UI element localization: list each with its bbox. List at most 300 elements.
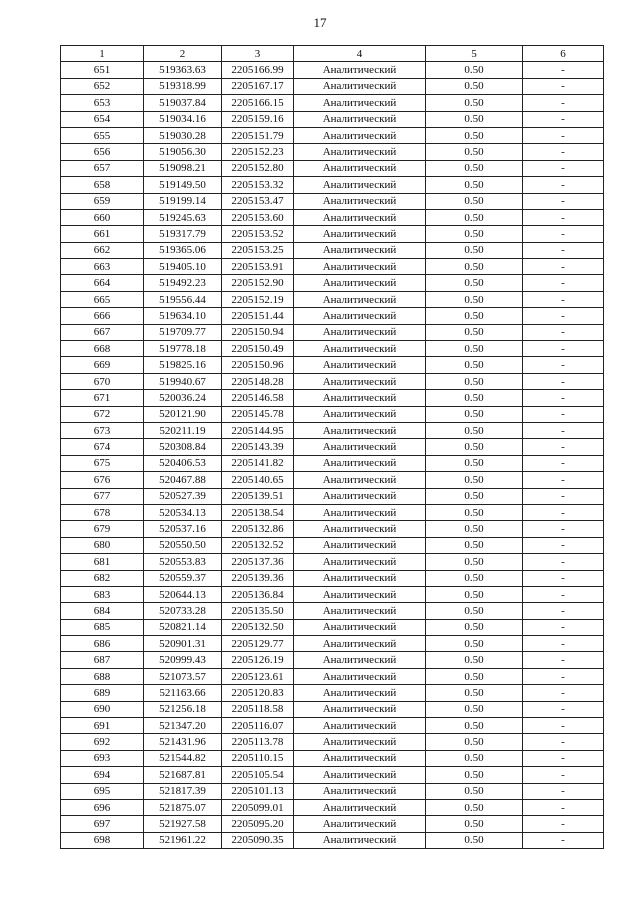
x-coordinate-cell: 521431.96 (144, 734, 222, 750)
method-cell: Аналитический (294, 521, 426, 537)
column-header-3: 3 (222, 46, 294, 62)
y-coordinate-cell: 2205153.91 (222, 259, 294, 275)
y-coordinate-cell: 2205152.23 (222, 144, 294, 160)
point-number-cell: 662 (61, 242, 144, 258)
y-coordinate-cell: 2205113.78 (222, 734, 294, 750)
accuracy-cell: 0.50 (426, 701, 523, 717)
note-cell: - (523, 226, 604, 242)
x-coordinate-cell: 521817.39 (144, 783, 222, 799)
method-cell: Аналитический (294, 668, 426, 684)
y-coordinate-cell: 2205146.58 (222, 390, 294, 406)
accuracy-cell: 0.50 (426, 242, 523, 258)
method-cell: Аналитический (294, 586, 426, 602)
note-cell: - (523, 324, 604, 340)
y-coordinate-cell: 2205110.15 (222, 750, 294, 766)
point-number-cell: 697 (61, 816, 144, 832)
column-header-4: 4 (294, 46, 426, 62)
y-coordinate-cell: 2205150.96 (222, 357, 294, 373)
point-number-cell: 670 (61, 373, 144, 389)
note-cell: - (523, 652, 604, 668)
table-row (61, 111, 604, 127)
x-coordinate-cell: 521687.81 (144, 767, 222, 783)
method-cell: Аналитический (294, 160, 426, 176)
accuracy-cell: 0.50 (426, 193, 523, 209)
note-cell: - (523, 783, 604, 799)
point-number-cell: 687 (61, 652, 144, 668)
x-coordinate-cell: 519037.84 (144, 95, 222, 111)
x-coordinate-cell: 519098.21 (144, 160, 222, 176)
y-coordinate-cell: 2205116.07 (222, 718, 294, 734)
table-header (61, 46, 604, 62)
note-cell: - (523, 554, 604, 570)
note-cell: - (523, 701, 604, 717)
table-row (61, 783, 604, 799)
accuracy-cell: 0.50 (426, 750, 523, 766)
accuracy-cell: 0.50 (426, 160, 523, 176)
point-number-cell: 698 (61, 832, 144, 848)
point-number-cell: 666 (61, 308, 144, 324)
x-coordinate-cell: 521961.22 (144, 832, 222, 848)
accuracy-cell: 0.50 (426, 144, 523, 160)
x-coordinate-cell: 519556.44 (144, 291, 222, 307)
accuracy-cell: 0.50 (426, 406, 523, 422)
method-cell: Аналитический (294, 127, 426, 143)
x-coordinate-cell: 520553.83 (144, 554, 222, 570)
point-number-cell: 689 (61, 685, 144, 701)
point-number-cell: 683 (61, 586, 144, 602)
note-cell: - (523, 570, 604, 586)
x-coordinate-cell: 519365.06 (144, 242, 222, 258)
point-number-cell: 658 (61, 177, 144, 193)
table-row (61, 767, 604, 783)
note-cell: - (523, 619, 604, 635)
x-coordinate-cell: 519825.16 (144, 357, 222, 373)
point-number-cell: 665 (61, 291, 144, 307)
method-cell: Аналитический (294, 78, 426, 94)
x-coordinate-cell: 519778.18 (144, 341, 222, 357)
method-cell: Аналитический (294, 570, 426, 586)
x-coordinate-cell: 520821.14 (144, 619, 222, 635)
note-cell: - (523, 341, 604, 357)
method-cell: Аналитический (294, 554, 426, 570)
x-coordinate-cell: 520406.53 (144, 455, 222, 471)
y-coordinate-cell: 2205153.32 (222, 177, 294, 193)
method-cell: Аналитический (294, 701, 426, 717)
point-number-cell: 691 (61, 718, 144, 734)
method-cell: Аналитический (294, 619, 426, 635)
y-coordinate-cell: 2205138.54 (222, 504, 294, 520)
note-cell: - (523, 291, 604, 307)
table-row (61, 685, 604, 701)
x-coordinate-cell: 519709.77 (144, 324, 222, 340)
accuracy-cell: 0.50 (426, 373, 523, 389)
x-coordinate-cell: 520550.50 (144, 537, 222, 553)
method-cell: Аналитический (294, 357, 426, 373)
x-coordinate-cell: 520308.84 (144, 439, 222, 455)
column-header-2: 2 (144, 46, 222, 62)
method-cell: Аналитический (294, 504, 426, 520)
point-number-cell: 652 (61, 78, 144, 94)
point-number-cell: 674 (61, 439, 144, 455)
note-cell: - (523, 636, 604, 652)
accuracy-cell: 0.50 (426, 832, 523, 848)
accuracy-cell: 0.50 (426, 324, 523, 340)
note-cell: - (523, 734, 604, 750)
note-cell: - (523, 832, 604, 848)
accuracy-cell: 0.50 (426, 111, 523, 127)
x-coordinate-cell: 519199.14 (144, 193, 222, 209)
method-cell: Аналитический (294, 685, 426, 701)
table-row (61, 439, 604, 455)
x-coordinate-cell: 520644.13 (144, 586, 222, 602)
method-cell: Аналитический (294, 636, 426, 652)
note-cell: - (523, 455, 604, 471)
point-number-cell: 673 (61, 422, 144, 438)
table-row (61, 701, 604, 717)
table-row (61, 324, 604, 340)
method-cell: Аналитический (294, 373, 426, 389)
column-header-5: 5 (426, 46, 523, 62)
x-coordinate-cell: 520733.28 (144, 603, 222, 619)
accuracy-cell: 0.50 (426, 177, 523, 193)
y-coordinate-cell: 2205132.52 (222, 537, 294, 553)
table-row (61, 422, 604, 438)
x-coordinate-cell: 520121.90 (144, 406, 222, 422)
method-cell: Аналитический (294, 767, 426, 783)
x-coordinate-cell: 519034.16 (144, 111, 222, 127)
method-cell: Аналитический (294, 95, 426, 111)
note-cell: - (523, 242, 604, 258)
accuracy-cell: 0.50 (426, 78, 523, 94)
y-coordinate-cell: 2205166.15 (222, 95, 294, 111)
accuracy-cell: 0.50 (426, 783, 523, 799)
point-number-cell: 659 (61, 193, 144, 209)
table-row (61, 193, 604, 209)
note-cell: - (523, 209, 604, 225)
method-cell: Аналитический (294, 111, 426, 127)
note-cell: - (523, 504, 604, 520)
point-number-cell: 664 (61, 275, 144, 291)
note-cell: - (523, 390, 604, 406)
y-coordinate-cell: 2205123.61 (222, 668, 294, 684)
table-row (61, 636, 604, 652)
x-coordinate-cell: 521544.82 (144, 750, 222, 766)
table-row (61, 832, 604, 848)
y-coordinate-cell: 2205152.80 (222, 160, 294, 176)
method-cell: Аналитический (294, 472, 426, 488)
table-row (61, 242, 604, 258)
x-coordinate-cell: 520036.24 (144, 390, 222, 406)
y-coordinate-cell: 2205140.65 (222, 472, 294, 488)
x-coordinate-cell: 520559.37 (144, 570, 222, 586)
table-row (61, 308, 604, 324)
x-coordinate-cell: 520901.31 (144, 636, 222, 652)
method-cell: Аналитический (294, 341, 426, 357)
method-cell: Аналитический (294, 718, 426, 734)
table-row (61, 619, 604, 635)
method-cell: Аналитический (294, 734, 426, 750)
point-number-cell: 656 (61, 144, 144, 160)
accuracy-cell: 0.50 (426, 259, 523, 275)
table-row (61, 799, 604, 815)
accuracy-cell: 0.50 (426, 570, 523, 586)
table-row (61, 259, 604, 275)
table-row (61, 373, 604, 389)
point-number-cell: 668 (61, 341, 144, 357)
table-row (61, 750, 604, 766)
note-cell: - (523, 95, 604, 111)
table-row (61, 586, 604, 602)
y-coordinate-cell: 2205136.84 (222, 586, 294, 602)
x-coordinate-cell: 520527.39 (144, 488, 222, 504)
note-cell: - (523, 472, 604, 488)
accuracy-cell: 0.50 (426, 422, 523, 438)
x-coordinate-cell: 519030.28 (144, 127, 222, 143)
accuracy-cell: 0.50 (426, 390, 523, 406)
x-coordinate-cell: 519634.10 (144, 308, 222, 324)
table-row (61, 488, 604, 504)
accuracy-cell: 0.50 (426, 537, 523, 553)
accuracy-cell: 0.50 (426, 275, 523, 291)
note-cell: - (523, 62, 604, 78)
y-coordinate-cell: 2205148.28 (222, 373, 294, 389)
y-coordinate-cell: 2205167.17 (222, 78, 294, 94)
note-cell: - (523, 488, 604, 504)
accuracy-cell: 0.50 (426, 668, 523, 684)
table-row (61, 554, 604, 570)
accuracy-cell: 0.50 (426, 127, 523, 143)
accuracy-cell: 0.50 (426, 341, 523, 357)
column-header-6: 6 (523, 46, 604, 62)
note-cell: - (523, 750, 604, 766)
y-coordinate-cell: 2205126.19 (222, 652, 294, 668)
table-row (61, 603, 604, 619)
method-cell: Аналитический (294, 439, 426, 455)
point-number-cell: 671 (61, 390, 144, 406)
note-cell: - (523, 718, 604, 734)
note-cell: - (523, 422, 604, 438)
x-coordinate-cell: 521347.20 (144, 718, 222, 734)
method-cell: Аналитический (294, 226, 426, 242)
y-coordinate-cell: 2205099.01 (222, 799, 294, 815)
x-coordinate-cell: 521927.58 (144, 816, 222, 832)
y-coordinate-cell: 2205153.25 (222, 242, 294, 258)
method-cell: Аналитический (294, 603, 426, 619)
header-row (61, 46, 604, 62)
accuracy-cell: 0.50 (426, 718, 523, 734)
method-cell: Аналитический (294, 422, 426, 438)
point-number-cell: 678 (61, 504, 144, 520)
x-coordinate-cell: 519940.67 (144, 373, 222, 389)
table-row (61, 62, 604, 78)
table-row (61, 652, 604, 668)
method-cell: Аналитический (294, 177, 426, 193)
point-number-cell: 677 (61, 488, 144, 504)
table-row (61, 472, 604, 488)
point-number-cell: 676 (61, 472, 144, 488)
point-number-cell: 695 (61, 783, 144, 799)
x-coordinate-cell: 519245.63 (144, 209, 222, 225)
accuracy-cell: 0.50 (426, 734, 523, 750)
point-number-cell: 679 (61, 521, 144, 537)
x-coordinate-cell: 519318.99 (144, 78, 222, 94)
point-number-cell: 690 (61, 701, 144, 717)
method-cell: Аналитический (294, 537, 426, 553)
method-cell: Аналитический (294, 144, 426, 160)
table-row (61, 127, 604, 143)
table-row (61, 504, 604, 520)
y-coordinate-cell: 2205129.77 (222, 636, 294, 652)
table-row (61, 390, 604, 406)
y-coordinate-cell: 2205150.49 (222, 341, 294, 357)
x-coordinate-cell: 520211.19 (144, 422, 222, 438)
table-row (61, 78, 604, 94)
x-coordinate-cell: 520999.43 (144, 652, 222, 668)
accuracy-cell: 0.50 (426, 767, 523, 783)
point-number-cell: 654 (61, 111, 144, 127)
y-coordinate-cell: 2205152.19 (222, 291, 294, 307)
point-number-cell: 688 (61, 668, 144, 684)
method-cell: Аналитический (294, 242, 426, 258)
table-row (61, 668, 604, 684)
x-coordinate-cell: 519056.30 (144, 144, 222, 160)
y-coordinate-cell: 2205105.54 (222, 767, 294, 783)
table-row (61, 357, 604, 373)
y-coordinate-cell: 2205145.78 (222, 406, 294, 422)
method-cell: Аналитический (294, 209, 426, 225)
accuracy-cell: 0.50 (426, 455, 523, 471)
y-coordinate-cell: 2205120.83 (222, 685, 294, 701)
y-coordinate-cell: 2205141.82 (222, 455, 294, 471)
point-number-cell: 657 (61, 160, 144, 176)
note-cell: - (523, 127, 604, 143)
accuracy-cell: 0.50 (426, 472, 523, 488)
y-coordinate-cell: 2205151.44 (222, 308, 294, 324)
accuracy-cell: 0.50 (426, 652, 523, 668)
accuracy-cell: 0.50 (426, 291, 523, 307)
accuracy-cell: 0.50 (426, 504, 523, 520)
point-number-cell: 667 (61, 324, 144, 340)
accuracy-cell: 0.50 (426, 685, 523, 701)
table-row (61, 570, 604, 586)
accuracy-cell: 0.50 (426, 95, 523, 111)
table-row (61, 341, 604, 357)
point-number-cell: 653 (61, 95, 144, 111)
method-cell: Аналитический (294, 455, 426, 471)
point-number-cell: 696 (61, 799, 144, 815)
note-cell: - (523, 537, 604, 553)
table-row (61, 177, 604, 193)
note-cell: - (523, 668, 604, 684)
method-cell: Аналитический (294, 259, 426, 275)
accuracy-cell: 0.50 (426, 816, 523, 832)
point-number-cell: 651 (61, 62, 144, 78)
coordinates-table (60, 45, 604, 849)
y-coordinate-cell: 2205090.35 (222, 832, 294, 848)
note-cell: - (523, 111, 604, 127)
x-coordinate-cell: 520467.88 (144, 472, 222, 488)
y-coordinate-cell: 2205144.95 (222, 422, 294, 438)
table-row (61, 209, 604, 225)
point-number-cell: 669 (61, 357, 144, 373)
point-number-cell: 663 (61, 259, 144, 275)
point-number-cell: 655 (61, 127, 144, 143)
point-number-cell: 681 (61, 554, 144, 570)
point-number-cell: 685 (61, 619, 144, 635)
point-number-cell: 693 (61, 750, 144, 766)
table-row (61, 291, 604, 307)
y-coordinate-cell: 2205143.39 (222, 439, 294, 455)
note-cell: - (523, 816, 604, 832)
y-coordinate-cell: 2205139.51 (222, 488, 294, 504)
method-cell: Аналитический (294, 291, 426, 307)
method-cell: Аналитический (294, 832, 426, 848)
table-row (61, 521, 604, 537)
x-coordinate-cell: 521163.66 (144, 685, 222, 701)
x-coordinate-cell: 519317.79 (144, 226, 222, 242)
accuracy-cell: 0.50 (426, 226, 523, 242)
point-number-cell: 661 (61, 226, 144, 242)
note-cell: - (523, 685, 604, 701)
note-cell: - (523, 439, 604, 455)
table-row (61, 95, 604, 111)
table-row (61, 816, 604, 832)
note-cell: - (523, 259, 604, 275)
table-row (61, 160, 604, 176)
table-row (61, 537, 604, 553)
point-number-cell: 675 (61, 455, 144, 471)
point-number-cell: 680 (61, 537, 144, 553)
method-cell: Аналитический (294, 324, 426, 340)
note-cell: - (523, 160, 604, 176)
page-number: 17 (313, 15, 327, 30)
accuracy-cell: 0.50 (426, 308, 523, 324)
table-body (61, 62, 604, 849)
y-coordinate-cell: 2205153.52 (222, 226, 294, 242)
table-row (61, 455, 604, 471)
point-number-cell: 682 (61, 570, 144, 586)
method-cell: Аналитический (294, 193, 426, 209)
method-cell: Аналитический (294, 799, 426, 815)
y-coordinate-cell: 2205152.90 (222, 275, 294, 291)
accuracy-cell: 0.50 (426, 636, 523, 652)
accuracy-cell: 0.50 (426, 357, 523, 373)
note-cell: - (523, 177, 604, 193)
table-row (61, 406, 604, 422)
note-cell: - (523, 406, 604, 422)
accuracy-cell: 0.50 (426, 554, 523, 570)
x-coordinate-cell: 521073.57 (144, 668, 222, 684)
method-cell: Аналитический (294, 390, 426, 406)
note-cell: - (523, 586, 604, 602)
y-coordinate-cell: 2205139.36 (222, 570, 294, 586)
point-number-cell: 694 (61, 767, 144, 783)
method-cell: Аналитический (294, 488, 426, 504)
x-coordinate-cell: 521875.07 (144, 799, 222, 815)
x-coordinate-cell: 521256.18 (144, 701, 222, 717)
x-coordinate-cell: 520534.13 (144, 504, 222, 520)
note-cell: - (523, 78, 604, 94)
accuracy-cell: 0.50 (426, 439, 523, 455)
y-coordinate-cell: 2205135.50 (222, 603, 294, 619)
method-cell: Аналитический (294, 750, 426, 766)
note-cell: - (523, 275, 604, 291)
y-coordinate-cell: 2205095.20 (222, 816, 294, 832)
y-coordinate-cell: 2205150.94 (222, 324, 294, 340)
y-coordinate-cell: 2205151.79 (222, 127, 294, 143)
note-cell: - (523, 521, 604, 537)
y-coordinate-cell: 2205166.99 (222, 62, 294, 78)
